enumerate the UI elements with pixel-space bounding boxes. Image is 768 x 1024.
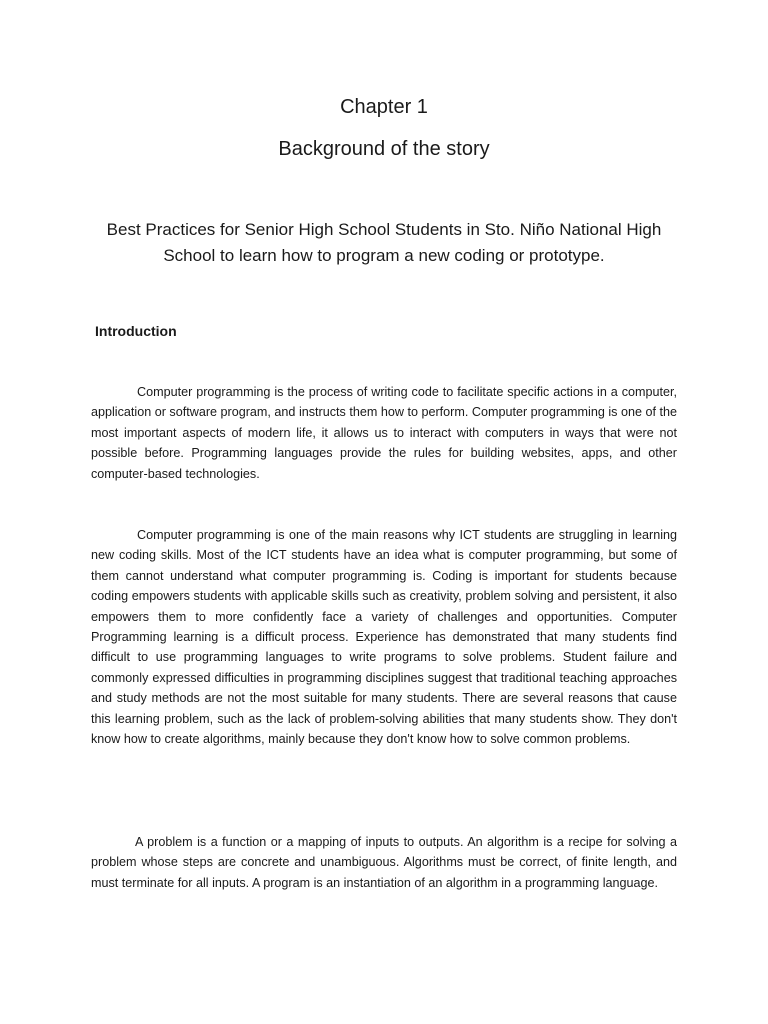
paragraph-1: Computer programming is the process of writing code to facilitate specific actions in a computer, application or software program, and instructs them how to perform. Computer programming is one of the most important aspects of modern life, it allows us to interact with computers in ways that were not possible before. Programming languages provide the rules for building websites, apps, and other computer-based technologies. [91, 385, 677, 481]
study-title: Best Practices for Senior High School Students in Sto. Niño National High School to learn how to program a new coding or prototype. [106, 220, 662, 265]
paragraph-3: A problem is a function or a mapping of inputs to outputs. An algorithm is a recipe for solving a problem whose steps are concrete and unambiguous. Algorithms must be correct, of finite length, and must terminate for all inputs. A program is an instantiation of an algorithm in a programming language. [91, 835, 677, 890]
paragraph-2: Computer programming is one of the main reasons why ICT students are struggling in learning new coding skills. Most of the ICT students have an idea what is computer programming, but some of them cannot understand what computer programming is. Coding is important for students because coding empowers students with applicable skills such as creativity, problem solving and persistent, it also empowers them to more confidently face a variety of challenges and opportunities. Computer Programming learning is a difficult process. Experience has demonstrated that many students find difficult to use programming languages to write programs to solve problems. Student failure and commonly expressed difficulties in programming disciplines suggest that traditional teaching approaches and study methods are not the most suitable for many students. There are several reasons that cause this learning problem, such as the lack of problem-solving abilities that many students show. They don't know how to create algorithms, mainly because they don't know how to solve common problems. [91, 528, 677, 747]
section-heading: Introduction [95, 323, 177, 339]
chapter-subtitle: Background of the story [278, 138, 490, 160]
chapter-title: Chapter 1 [340, 96, 428, 118]
